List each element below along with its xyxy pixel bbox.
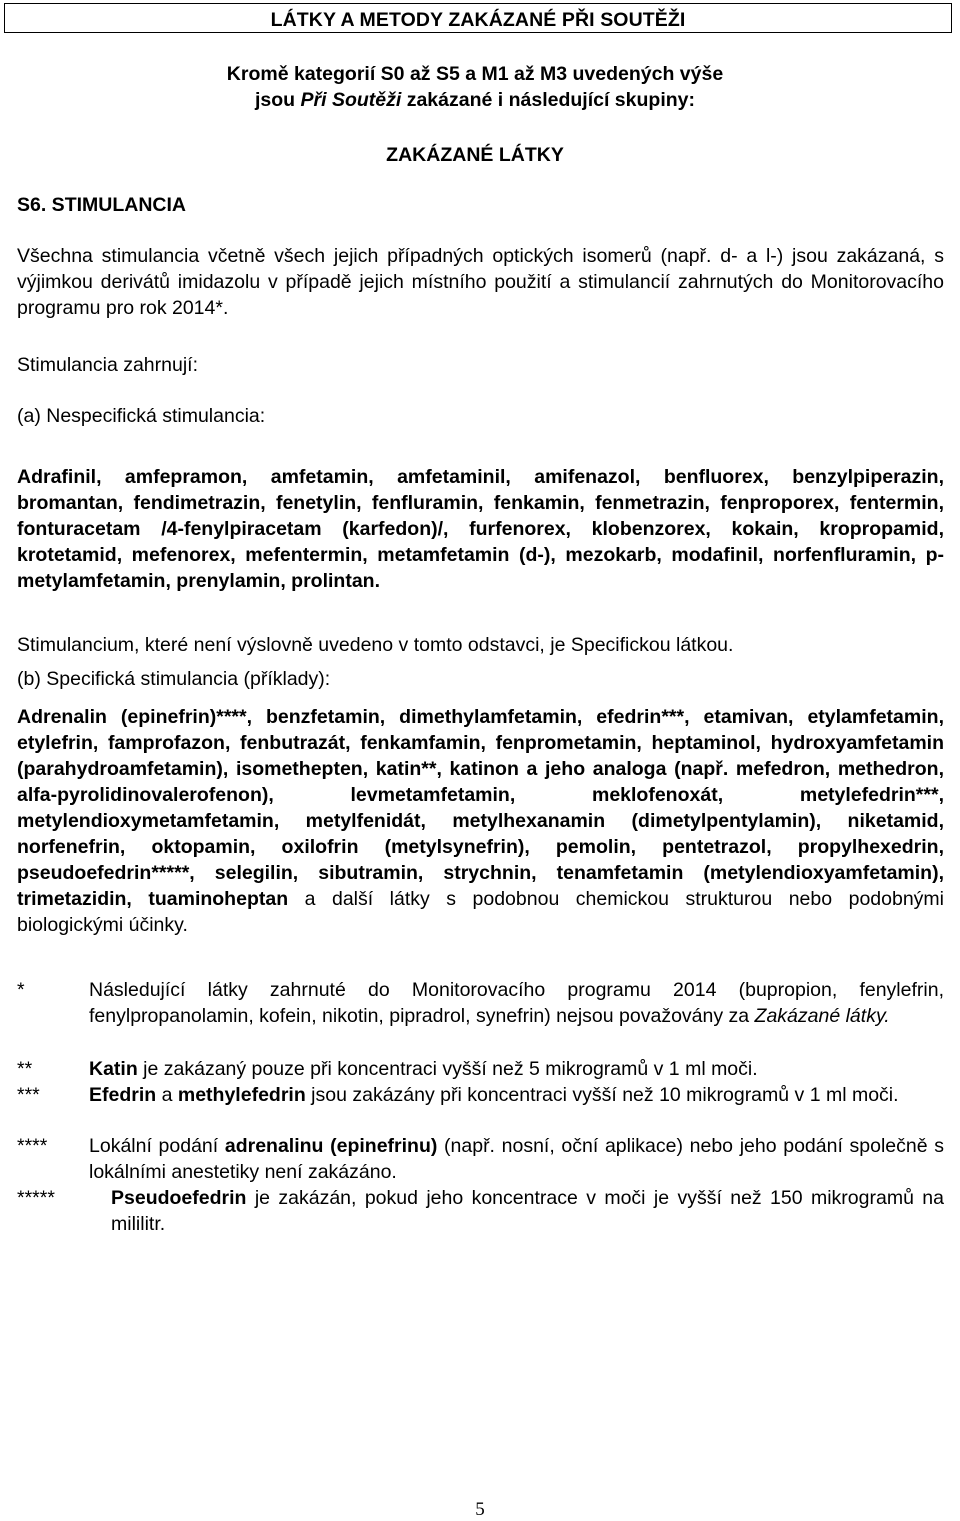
specific-list-tail: a další látky s podobnou chemickou strukturou nebo podobnými biologickými účinky.	[17, 888, 944, 936]
footnote-text	[89, 977, 944, 1029]
specific-list	[17, 704, 944, 938]
footnote-bold: Efedrin	[89, 1084, 157, 1106]
footnote-text-part: (např. nosní, oční aplikace) nebo jeho podání společně s lokálními anestetiky není zakázáno.	[89, 1135, 945, 1183]
footnote-text-pre: Následující látky zahrnuté do Monitorovacího programu 2014 (bupropion, fenylefrin, fenylpropanolamin, kofein, nikotin, pipradrol, synefrin) nejsou považovány za	[89, 979, 944, 1027]
category-heading: S6. STIMULANCIA	[17, 194, 187, 216]
intro-line-2-post: zakázané i následující skupiny:	[401, 89, 695, 111]
page-number: 5	[475, 1499, 485, 1520]
title-box	[4, 3, 952, 33]
footnote-mark: ***	[17, 1084, 40, 1106]
footnote-bold: Katin	[89, 1058, 138, 1080]
footnote-text-part: Lokální podání	[89, 1135, 225, 1157]
footnote-bold: methylefedrin	[177, 1084, 306, 1106]
intro-line-2-pre: jsou	[255, 89, 301, 111]
footnote-text	[89, 1056, 944, 1082]
footnote-1	[17, 977, 944, 1057]
intro-line-2-italic: Při Soutěži	[300, 89, 402, 111]
section-heading: ZAKÁZANÉ LÁTKY	[386, 144, 564, 166]
footnote-text	[111, 1185, 944, 1237]
footnote-text-italic: Zakázané látky.	[754, 1005, 890, 1027]
footnote-text-part: a	[156, 1084, 178, 1106]
includes-label: Stimulancia zahrnují:	[17, 354, 199, 376]
nonspecific-list: Adrafinil, amfepramon, amfetamin, amfetaminil, amifenazol, benfluorex, benzylpiperazin, bromantan, fendimetrazin, fenetylin, fenfluramin, fenkamin, fenmetrazin, fenproporex, fentermin, fonturacetam /4-fenylpiracetam (karfedon)/, furfenorex, klobenzorex, kokain, kropropamid, krotetamid, mefenorex, mefentermin, metamfetamin (d-), mezokarb, modafinil, norfenfluramin, p-metylamfetamin, prenylamin, prolintan.	[17, 466, 944, 592]
nonspecific-heading: (a) Nespecifická stimulancia:	[17, 405, 266, 427]
footnote-3	[17, 1082, 944, 1136]
footnote-text	[89, 1133, 944, 1185]
page-title: LÁTKY A METODY ZAKÁZANÉ PŘI SOUTĚŽI	[270, 9, 686, 31]
footnote-2	[17, 1056, 944, 1084]
footnote-bold: Pseudoefedrin	[111, 1187, 247, 1209]
footnote-bold: adrenalinu (epinefrinu)	[224, 1135, 438, 1157]
specific-list-bold: Adrenalin (epinefrin)****, benzfetamin, dimethylamfetamin, efedrin***, etamivan, etylamfetamin, etylefrin, famprofazon, fenbutrazát, fenkamfamin, fenprometamin, heptaminol, hydroxyamfetamin (parahydroamfetamin), isomethepten, katin**, katinon a jeho analoga (např. mefedron, methedron, alfa-pyrolidinovalerofenon), levmetamfetamin, meklofenoxát, metylefedrin***, metylendioxymetamfetamin, metylfenidát, metylhexanamin (dimetylpentylamin), niketamid, norfenefrin, oktopamin, oxilofrin (metylsynefrin), pemolin, pentetrazol, propylhexedrin, pseudoefedrin*****, selegilin, sibutramin, strychnin, tenamfetamin (metylendioxyamfetamin), trimetazidin, tuaminoheptan	[17, 706, 944, 910]
nonspecific-note: Stimulancium, které není výslovně uvedeno v tomto odstavci, je Specifickou látkou.	[17, 634, 734, 656]
footnote-text	[89, 1082, 944, 1108]
footnote-text-part: je zakázán, pokud jeho koncentrace v moči je vyšší než 150 mikrogramů na mililitr.	[111, 1187, 944, 1235]
footnote-mark: *	[17, 979, 25, 1001]
intro-line-2	[150, 87, 800, 113]
footnote-4	[17, 1133, 944, 1187]
general-text: Všechna stimulancia včetně všech jejich případných optických isomerů (např. d- a l-) jsou zakázaná, s výjimkou derivátů imidazolu v případě jejich místního použití a stimulancií zahrnutých do Monitorovacího programu pro rok 2014*.	[17, 245, 944, 319]
specific-heading: (b) Specifická stimulancia (příklady):	[17, 668, 331, 690]
footnote-text-part: jsou zakázány při koncentraci vyšší než 10 mikrogramů v 1 ml moči.	[305, 1084, 899, 1106]
footnote-mark: **	[17, 1058, 33, 1080]
footnote-5	[17, 1185, 944, 1239]
footnote-mark: *****	[17, 1187, 55, 1209]
intro-line-1: Kromě kategorií S0 až S5 a M1 až M3 uvedených výše	[226, 63, 724, 85]
footnote-mark: ****	[17, 1135, 48, 1157]
footnote-text-part: je zakázaný pouze při koncentraci vyšší než 5 mikrogramů v 1 ml moči.	[137, 1058, 758, 1080]
